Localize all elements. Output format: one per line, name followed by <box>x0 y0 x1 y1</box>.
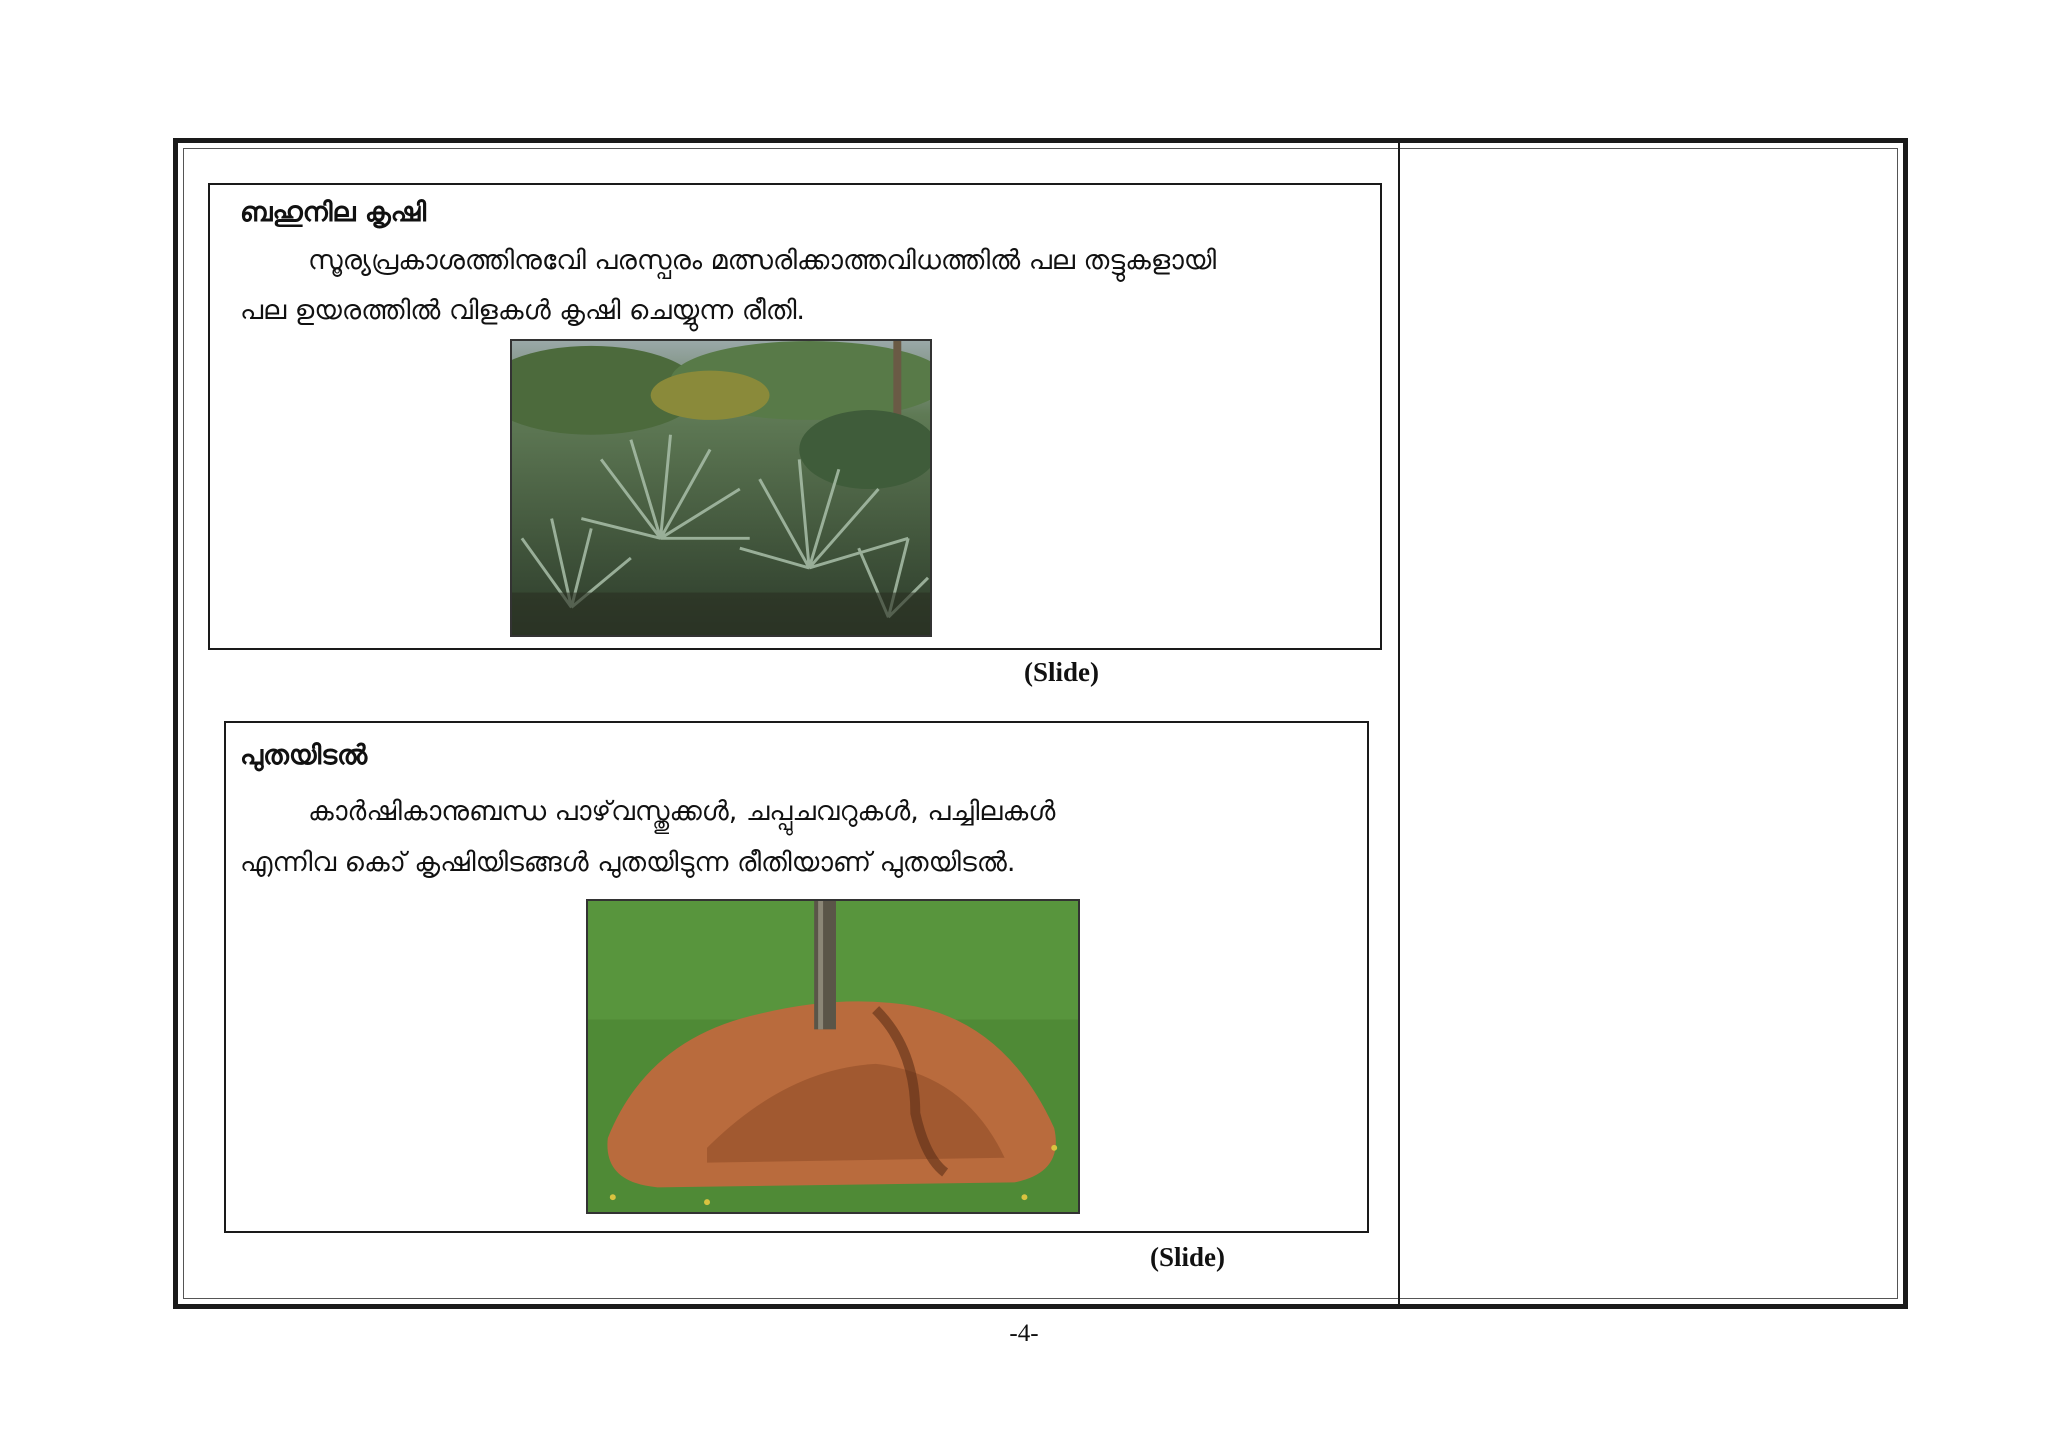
section-heading-multitier-farming: ബഹുനില കൃഷി <box>240 197 427 228</box>
section-text-line-1: കാർഷികാനുബന്ധ പാഴ്‌വസ്തുക്കൾ, ചപ്പുചവറുകൾ, പച്ചിലകൾ <box>308 796 1056 827</box>
mulched-tree-photo <box>586 899 1080 1214</box>
section-text-line-2: പല ഉയരത്തിൽ വിളകൾ കൃഷി ചെയ്യുന്ന രീതി. <box>240 295 806 326</box>
column-divider <box>1398 143 1400 1304</box>
slide-caption-2: (Slide) <box>1150 1242 1226 1272</box>
pineapple-intercrop-photo <box>510 339 932 637</box>
section-text-line-2: എന്നിവ കൊ് കൃഷിയിടങ്ങൾ പുതയിടുന്ന രീതിയാണ് പുതയിടൽ. <box>240 847 1016 878</box>
section-heading-mulching: പുതയിടൽ <box>240 740 368 771</box>
page-number: -4- <box>1009 1320 1039 1347</box>
section-text-line-1: സൂര്യപ്രകാശത്തിനുവേി പരസ്പരം മത്സരിക്കാത്തവിധത്തിൽ പല തട്ടുകളായി <box>308 245 1217 276</box>
slide-caption-1: (Slide) <box>1024 657 1100 687</box>
